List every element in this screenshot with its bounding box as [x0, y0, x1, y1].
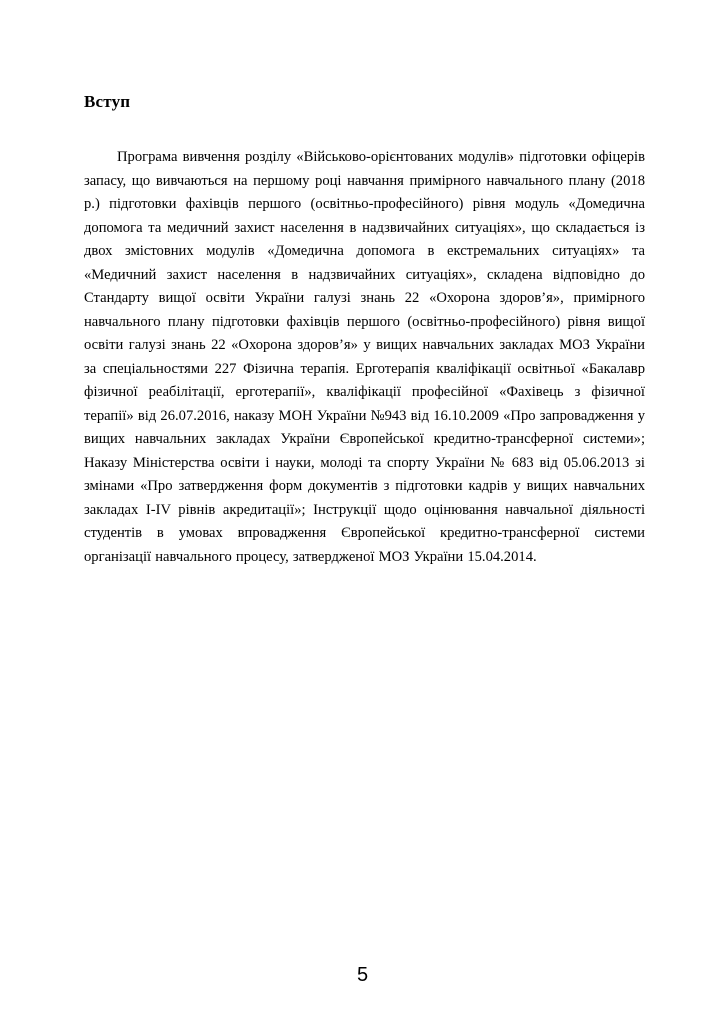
section-heading: Вступ [84, 92, 131, 111]
body-paragraph: Програма вивчення розділу «Військово-орієнтованих модулів» підготовки офіцерів запасу, що вивчаються на першому році навчання примірного навчального плану (2018 р.) підготовки фахівців першого (освітньо-професійного) рівня модуль «Домедична допомога та медичний захист населення в надзвичайних ситуаціях», що складається із двох змістовних модулів «Домедична допомога в екстремальних ситуаціях» та «Медичний захист населення в надзвичайних ситуаціях», складена відповідно до Стандарту вищої освіти України галузі знань 22 «Охорона здоров’я», примірного навчального плану підготовки фахівців першого (освітньо-професійного) рівня вищої освіти галузі знань 22 «Охорона здоров’я» у вищих навчальних закладах МОЗ України за спеціальностями 227 Фізична терапія. Ерготерапія кваліфікації освітньої «Бакалавр фізичної реабілітації, ерготерапії», кваліфікації професійної «Фахівець з фізичної терапії» від 26.07.2016, наказу МОН України №943 від 16.10.2009 «Про запровадження у вищих навчальних закладах України Європейської кредитно-трансферної системи»; Наказу Міністерства освіти і науки, молоді та спорту України № 683 від 05.06.2013 зі змінами «Про затвердження форм документів з підготовки кадрів у вищих навчальних закладах I-IV рівнів акредитації»; Інструкції щодо оцінювання навчальної діяльності студентів в умовах впровадження Європейської кредитно-трансферної системи організації навчального процесу, затвердженої МОЗ України 15.04.2014. [84, 149, 645, 565]
page-number: 5 [356, 964, 369, 986]
page-content [84, 92, 645, 569]
